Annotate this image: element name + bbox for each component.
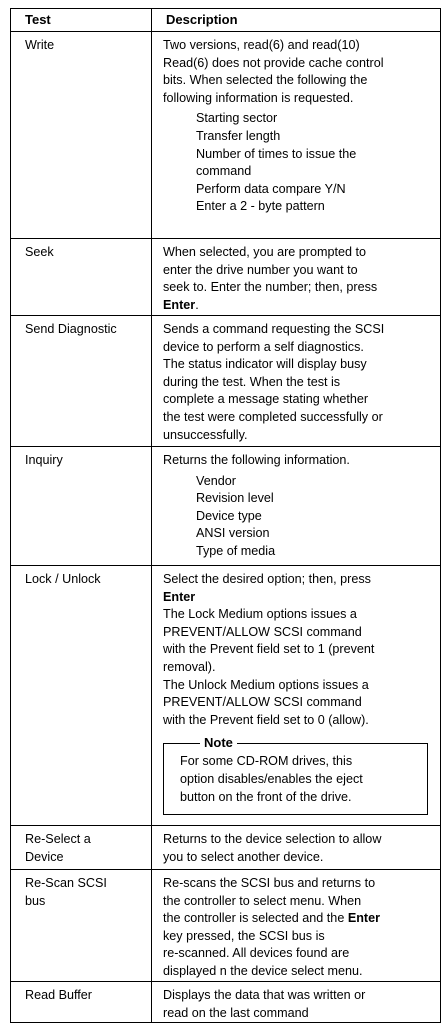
desc-line: with the Prevent field set to 1 (prevent [163,642,375,657]
row-description [152,566,441,826]
row-description [152,982,441,1023]
desc-line: When selected, you are prompted to [163,245,367,259]
header-description-label: Description [166,12,238,27]
desc-line: The Unlock Medium options issues a [163,677,369,692]
desc-line: PREVENT/ALLOW SCSI command [163,695,362,710]
desc-line: removal). [163,659,216,674]
desc-line: bits. When selected the following the [163,73,368,88]
note-line: option disables/enables the eject [180,771,363,786]
desc-line: Re-scans the SCSI bus and returns to [163,876,376,890]
desc-line: complete a message stating whether [163,392,369,407]
desc-line: device to perform a self diagnostics. [163,339,364,354]
desc-line: with the Prevent field set to 0 (allow). [163,712,369,727]
desc-line: Returns the following information. [163,453,350,467]
desc-line: you to select another device. [163,849,324,864]
desc-line: displayed n the device select menu. [163,963,363,978]
note-title: Note [200,734,237,751]
desc-line: read on the last command [163,1005,309,1020]
enter-key-label: Enter [163,297,196,312]
desc-line: re-scanned. All devices found are [163,946,350,961]
table-row [11,826,441,870]
desc-line: The Lock Medium options issues a [163,607,357,622]
row-test-name [11,447,152,566]
test-name-line: Re-Scan SCSI [25,876,107,890]
desc-line: Displays the data that was written or [163,988,366,1002]
test-name-line: Device [25,849,64,864]
desc-line: The status indicator will display busy [163,357,367,372]
desc-line: key pressed, the SCSI bus is [163,928,325,943]
desc-line [163,910,432,928]
list-item: ANSI version [196,526,270,541]
test-name-read-buffer: Read Buffer [25,988,92,1002]
list-item: Device type [196,508,262,523]
note-line: button on the front of the drive. [180,789,352,804]
list-item: Type of media [196,543,276,558]
test-name-inquiry: Inquiry [25,453,63,467]
desc-line: Read(6) does not provide cache control [163,55,384,70]
punctuation: . [195,297,199,312]
test-name-lock-unlock: Lock / Unlock [25,572,101,586]
note-line: For some CD-ROM drives, this [180,754,353,769]
table-row [11,566,441,826]
list-item: Enter a 2 - byte pattern [196,199,325,214]
table-header-row [11,9,441,32]
desc-text: the controller is selected and the [163,911,345,926]
test-name-seek: Seek [25,245,54,259]
list-item: command [196,164,252,179]
desc-line: enter the drive number you want to [163,262,358,277]
row-description [152,447,441,566]
row-test-name [11,566,152,826]
test-description-table [10,8,441,1023]
row-description [152,239,441,316]
test-name-line: Re-Select a [25,832,91,846]
desc-line: the test were completed successfully or [163,409,383,424]
test-name-line: bus [25,893,46,908]
desc-line: unsuccessfully. [163,427,248,442]
table-row [11,982,441,1023]
desc-line: during the test. When the test is [163,374,341,389]
list-item: Transfer length [196,128,281,143]
enter-key-label: Enter [163,589,196,604]
desc-line: following information is requested. [163,90,354,105]
table-row [11,32,441,239]
test-name-send-diagnostic: Send Diagnostic [25,322,117,336]
list-item: Revision level [196,491,274,506]
list-item: Starting sector [196,111,278,126]
requested-info-list [163,110,432,216]
header-description [152,9,441,32]
test-name-write: Write [25,38,55,52]
desc-line: Two versions, read(6) and read(10) [163,38,360,52]
row-test-name [11,316,152,447]
desc-line [163,297,432,315]
row-description [152,826,441,870]
document [10,8,440,1018]
row-description [152,316,441,447]
row-test-name [11,32,152,239]
row-test-name [11,239,152,316]
table-row [11,447,441,566]
row-test-name [11,826,152,870]
desc-line: seek to. Enter the number; then, press [163,280,378,295]
desc-line: PREVENT/ALLOW SCSI command [163,624,362,639]
header-test [11,9,152,32]
table-row [11,316,441,447]
list-item: Vendor [196,473,236,488]
table-row [11,870,441,982]
desc-line: Select the desired option; then, press [163,572,371,586]
desc-line [163,589,432,607]
row-test-name [11,870,152,982]
row-description [152,32,441,239]
table-row [11,239,441,316]
desc-line: Returns to the device selection to allow [163,832,382,846]
desc-line: the controller to select menu. When [163,893,362,908]
row-description [152,870,441,982]
list-item: Number of times to issue the [196,146,357,161]
list-item: Perform data compare Y/N [196,181,346,196]
header-test-label: Test [25,12,51,27]
row-test-name [11,982,152,1023]
enter-key-label: Enter [347,911,381,926]
desc-line: Sends a command requesting the SCSI [163,322,385,336]
note-box [163,735,428,815]
returned-info-list [163,473,432,561]
